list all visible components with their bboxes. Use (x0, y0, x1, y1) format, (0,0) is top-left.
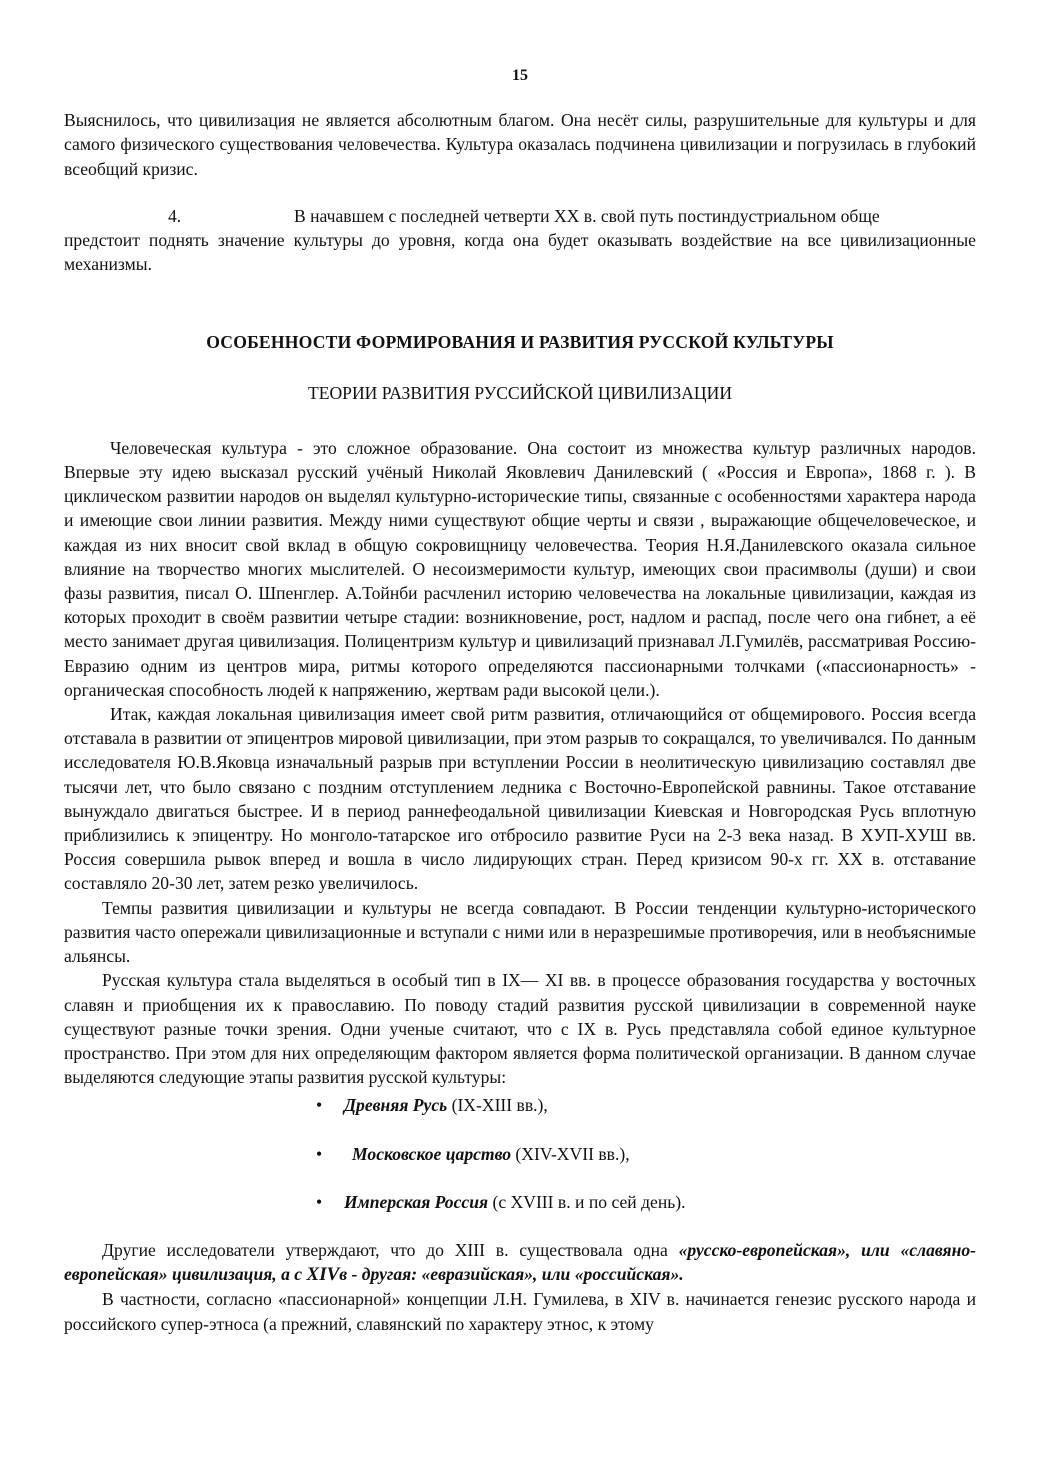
list-item (316, 1190, 976, 1214)
paragraph-intro: Выяснилось, что цивилизация не является абсолютным благом. Она несёт силы, разрушительные для культуры и для самого физического существования человечества. Культура оказалась подчинена цивилизации и погрузилась в глубокий всеобщий кризис. (64, 110, 976, 179)
spacer (64, 181, 976, 204)
stage-period: (XIV-XVII вв.), (511, 1143, 630, 1164)
item-4-number: 4. (168, 205, 182, 226)
text-run: Другие исследователи утверждают, что до XIII в. существовала одна (102, 1239, 679, 1260)
stage-period: (IX-XIII вв.), (447, 1095, 548, 1116)
paragraph-rhythm: Итак, каждая локальная цивилизация имеет свой ритм развития, отличающийся от общемирового. Россия всегда отставала в развитии от эпицентров мировой цивилизации, при этом разрыв то сокращался, то увеличивался. По данным исследователя Ю.В.Яковца изначальный разрыв при вступлении России в неолитическую цивилизацию составлял две тысячи лет, что было связано с поздним отступлением ледника с Восточно-Европейской равнины. Такое отставание вынуждало двигаться быстрее. И в период раннефеодальной цивилизации Киевская и Новгородская Русь вплотную приблизились к эпицентру. Но монголо-татарское иго отбросило развитие Руси на 2-3 века назад. В ХУП-ХУШ вв. Россия совершила рывок вперед и вошла в число лидирующих стран. Перед кризисом 90-х гг. ХХ в. отставание составляло 20-30 лет, затем резко увеличилось. (64, 704, 976, 894)
list-item (316, 1093, 976, 1117)
paragraph-danilevsky: Человеческая культура - это сложное образование. Она состоит из множества культур различных народов. Впервые эту идею высказал русский учёный Николай Яковлевич Данилевский ( «Россия и Европа», 1868 г. ). В циклическом развитии народов он выделял культурно-исторические типы, связанные с особенностями характера народа и имеющие свои линии развития. Между ними существуют общие черты и связи , выражающие общечеловеческое, и каждая из них вносит свой вклад в общую сокровищницу человечества. Теория Н.Я.Данилевского оказала сильное влияние на творчество многих мыслителей. О несоизмеримости культур, имеющих свои прасимволы (души) и свои фазы развития, писал О. Шпенглер. А.Тойнби расчленил историю человечества на локальные цивилизации, каждая из которых проходит в своём развитии четыре стадии: возникновение, рост, надлом и распад, после чего она гибнет, а её место занимает другая цивилизация. Полицентризм культур и цивилизаций признавал Л.Гумилёв, рассматривая Россию-Евразию одним из центров мира, ритмы которого определяются пассионарными толчками («пассионарность» - органическая способность людей к напряжению, жертвам ради высокой цели.). (64, 437, 976, 700)
item-4-first-line (64, 204, 976, 228)
section-heading: ОСОБЕННОСТИ ФОРМИРОВАНИЯ И РАЗВИТИЯ РУССКОЙ КУЛЬТУРЫ (206, 332, 834, 353)
bullet-icon: • (316, 1191, 323, 1212)
item-4-text: В начавшем с последней четверти ХХ в. свой путь постиндустриальном обще (294, 205, 880, 226)
paragraph-other-researchers (64, 1238, 976, 1287)
stages-list (64, 1093, 976, 1214)
stage-name: Имперская Россия (344, 1191, 489, 1212)
paragraph-russian-culture: Русская культура стала выделяться в особый тип в IX— XI вв. в процессе образования государства у восточных славян и приобщения их к православию. По поводу стадий развития русской цивилизации в современной науке существуют разные точки зрения. Одни ученые считают, что с IX в. Русь представляла собой единое культурное пространство. При этом для них определяющим фактором является форма политической организации. В данном случае выделяются следующие этапы развития русской культуры: (64, 970, 976, 1088)
paragraph-tempo: Темпы развития цивилизации и культуры не всегда совпадают. В России тенденции культурно-исторического развития часто опережали цивилизационные и вступали с ними или в неразрешимые противоречия, или в необъяснимые альянсы. (64, 897, 976, 967)
emphasis-century: XIV (306, 1264, 340, 1286)
stage-name: Московское царство (352, 1143, 512, 1164)
document-page (64, 64, 976, 1336)
bullet-icon: • (316, 1143, 323, 1164)
emphasis-run: «русско-европейская», или «славяно-европейская» цивилизация, а с (64, 1239, 977, 1285)
item-4-continuation: предстоит поднять значение культуры до уровня, когда она будет оказывать воздействие на все цивилизационные механизмы. (64, 230, 976, 275)
subsection-heading: ТЕОРИИ РАЗВИТИЯ РУССИЙСКОЙ ЦИВИЛИЗАЦИИ (307, 382, 733, 403)
emphasis-run: в - другая: «евразийская», или «российская». (339, 1264, 684, 1285)
stage-period: (с XVIII в. и по сей день). (488, 1191, 686, 1212)
paragraph-gumilev: В частности, согласно «пассионарной» концепции Л.Н. Гумилева, в XIV в. начинается генезис русского народа и российского супер-этноса (а прежний, славянский по характеру этнос, к этому (64, 1289, 976, 1334)
bullet-icon: • (316, 1095, 323, 1116)
list-item (316, 1142, 976, 1166)
stage-name: Древняя Русь (344, 1095, 448, 1116)
page-number: 15 (512, 67, 528, 84)
